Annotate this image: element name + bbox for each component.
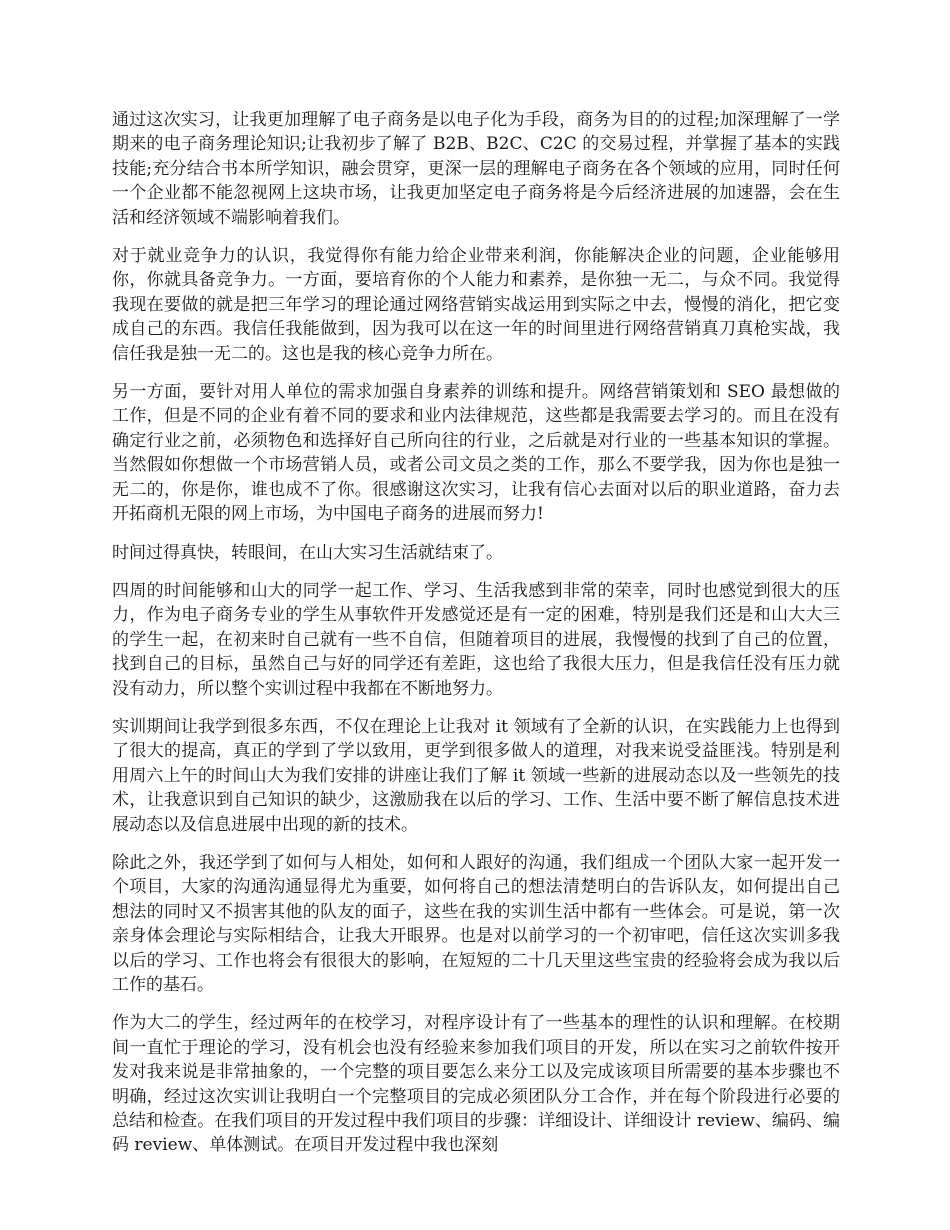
paragraph-5: 四周的时间能够和山大的同学一起工作、学习、生活我感到非常的荣幸，同时也感觉到很大的压力，作为电子商务专业的学生从事软件开发感觉还是有一定的困难，特别是我们还是和山大大三的学生一起，在初来时自己就有一些不自信，但随着项目的进展，我慢慢的找到了自己的位置，找到自己的目标，虽然自己与好的同学还有差距，这也给了我很大压力，但是我信任没有压力就没有动力，所以整个实训过程中我都在不断地努力。 [112,580,840,699]
paragraph-3: 另一方面，要针对用人单位的需求加强自身素养的训练和提升。网络营销策划和 SEO 最想做的工作，但是不同的企业有着不同的要求和业内法律规范，这些都是我需要去学习的。而且在没有确定行业之前，必须物色和选择好自己所向往的行业，之后就是对行业的一些基本知识的掌握。当然假如你想做一个市场营销人员，或者公司文员之类的工作，那么不要学我，因为你也是独一无二的，你是你，谁也成不了你。很感谢这次实习，让我有信心去面对以后的职业道路，奋力去开拓商机无限的网上市场，为中国电子商务的进展而努力! [112,382,840,525]
paragraph-4: 时间过得真快，转眼间，在山大实习生活就结束了。 [112,542,503,563]
document-page [112,108,840,1172]
paragraph-8: 作为大二的学生，经过两年的在校学习，对程序设计有了一些基本的理性的认识和理解。在校期间一直忙于理论的学习，没有机会也没有经验来参加我们项目的开发，所以在实习之前软件按开发对我来说是非常抽象的，一个完整的项目要怎么来分工以及完成该项目所需要的基本步骤也不明确，经过这次实训让我明白一个完整项目的完成必须团队分工合作，并在每个阶段进行必要的总结和检查。在我们项目的开发过程中我们项目的步骤：详细设计、详细设计 review、编码、编码 review、单体测试。在项目开发过程中我也深刻 [112,1013,840,1156]
paragraph-6: 实训期间让我学到很多东西，不仅在理论上让我对 it 领域有了全新的认识，在实践能力上也得到了很大的提高，真正的学到了学以致用，更学到很多做人的道理，对我来说受益匪浅。特别是利用周六上午的时间山大为我们安排的讲座让我们了解 it 领域一些新的进展动态以及一些领先的技术，让我意识到自己知识的缺少，这激励我在以后的学习、工作、生活中要不断了解信息技术进展动态以及信息进展中出现的新的技术。 [112,716,840,835]
paragraph-2: 对于就业竞争力的认识，我觉得你有能力给企业带来利润，你能解决企业的问题，企业能够用你，你就具备竞争力。一方面，要培育你的个人能力和素养，是你独一无二，与众不同。我觉得我现在要做的就是把三年学习的理论通过网络营销实战运用到实际之中去，慢慢的消化，把它变成自己的东西。我信任我能做到，因为我可以在这一年的时间里进行网络营销真刀真枪实战，我信任我是独一无二的。这也是我的核心竞争力所在。 [112,246,840,364]
paragraph-1: 通过这次实习，让我更加理解了电子商务是以电子化为手段，商务为目的的过程;加深理解了一学期来的电子商务理论知识;让我初步了解了 B2B、B2C、C2C 的交易过程，并掌握了基本的实践技能;充分结合书本所学知识，融会贯穿，更深一层的理解电子商务在各个领域的应用，同时任何一个企业都不能忽视网上这块市场，让我更加坚定电子商务将是今后经济进展的加速器，会在生活和经济领域不端影响着我们。 [112,110,840,228]
paragraph-7: 除此之外，我还学到了如何与人相处，如何和人跟好的沟通，我们组成一个团队大家一起开发一个项目，大家的沟通沟通显得尤为重要，如何将自己的想法清楚明白的告诉队友，如何提出自己想法的同时又不损害其他的队友的面子，这些在我的实训生活中都有一些体会。可是说，第一次亲身体会理论与实际相结合，让我大开眼界。也是对以前学习的一个初审吧，信任这次实训多我以后的学习、工作也将会有很很大的影响，在短短的二十几天里这些宝贵的经验将会成为我以后工作的基石。 [112,852,840,995]
